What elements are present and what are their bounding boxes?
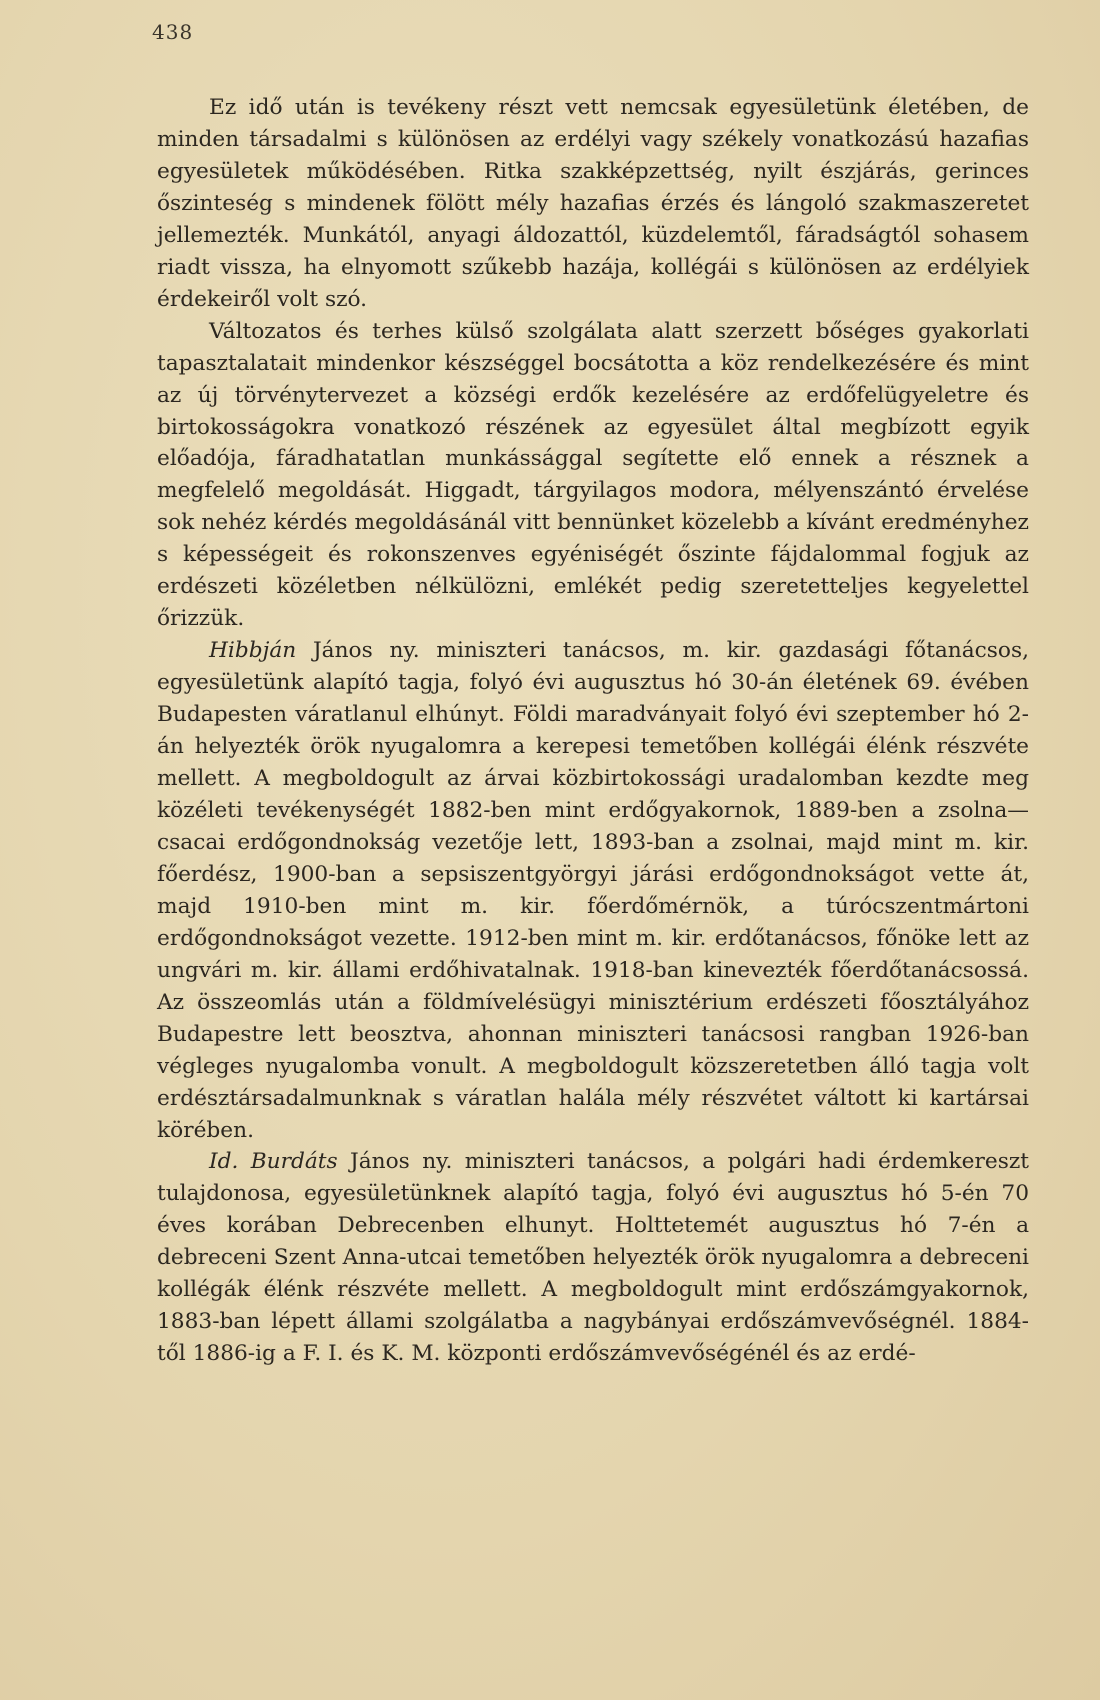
page-number: 438 <box>152 20 194 44</box>
person-name: Id. Burdáts <box>209 1149 338 1175</box>
paragraph-text: Változatos és terhes külső szolgálata alatt szerzett bőséges gyakorlati tapasztalatait mindenkor készséggel bocsátotta a köz rendelkezésére és mint az új törvénytervezet a községi erdők kezelésére az erdőfelügyeletre és birtokosságokra vonatkozó részének az egyesület által megbízott egyik előadója, fáradhatatlan munkássággal segítette elő ennek a résznek a megfelelő megoldását. Higgadt, tárgyilagos modora, mélyenszántó érvelése sok nehéz kérdés megoldásánál vitt bennünket közelebb a kívánt eredményhez s képességeit és rokonszenves egyéniségét őszinte fájdalommal fogjuk az erdészeti közéletben nélkülözni, emlékét pedig szeretetteljes kegyelettel őrizzük. <box>157 318 1029 632</box>
paragraph-text: János ny. miniszteri tanácsos, m. kir. gazdasági főtanácsos, egyesületünk alapító tagja, folyó évi augusztus hó 30-án életének 69. évében Budapesten váratlanul elhúnyt. Földi maradványait folyó évi szeptember hó 2-án helyezték örök nyugalomra a kerepesi temetőben kollégái élénk részvéte mellett. A megboldogult az árvai közbirtokossági uradalomban kezdte meg közéleti tevékenységét 1882-ben mint erdőgyakornok, 1889-ben a zsolna—csacai erdőgondnokság vezetője lett, 1893-ban a zsolnai, majd mint m. kir. főerdész, 1900-ban a sepsiszentgyörgyi járási erdőgondnokságot vette át, majd 1910-ben mint m. kir. főerdőmérnök, a túrócszentmártoni erdőgondnokságot vezette. 1912-ben mint m. kir. erdőtanácsos, főnöke lett az ungvári m. kir. állami erdőhivatalnak. 1918-ban kinevezték főerdőtanácsossá. Az összeomlás után a földmívelésügyi minisztérium erdészeti főosztályához Budapestre lett beosztva, ahonnan miniszteri tanácsosi rangban 1926-ban végleges nyugalomba vonult. A megboldogult közszeretetben álló tagja volt erdésztársadalmunknak s váratlan halála mély részvétet váltott ki kartársai körében. <box>157 638 1029 1143</box>
paragraph-1 <box>157 92 1029 316</box>
paragraph-text: János ny. miniszteri tanácsos, a polgári hadi érdemkereszt tulajdonosa, egyesületünknek alapító tagja, folyó évi augusztus hó 5-én 70 éves korában Debrecenben elhunyt. Holttetemét augusztus hó 7-én a debreceni Szent Anna-utcai temetőben helyezték örök nyugalomra a debreceni kollégák élénk részvéte mellett. A megboldogult mint erdőszámgyakornok, 1883-ban lépett állami szolgálatba a nagybányai erdőszámvevőségnél. 1884-től 1886-ig a F. I. és K. M. központi erdőszámvevőségénél és az erdé- <box>157 1149 1029 1367</box>
body-text <box>157 92 1029 1370</box>
paragraph-3 <box>157 635 1029 1146</box>
person-name: Hibbján <box>209 638 297 664</box>
paragraph-4 <box>157 1146 1029 1370</box>
paragraph-2 <box>157 316 1029 636</box>
paragraph-text: Ez idő után is tevékeny részt vett nemcsak egyesületünk életében, de minden társadalmi s különösen az erdélyi vagy székely vonatkozású hazafias egyesületek működésében. Ritka szakképzettség, nyilt észjárás, gerinces őszinteség s mindenek fölött mély hazafias érzés és lángoló szakmaszeretet jellemezték. Munkától, anyagi áldozattól, küzdelemtől, fáradságtól sohasem riadt vissza, ha elnyomott szűkebb hazája, kollégái s különösen az erdélyiek érdekeiről volt szó. <box>157 95 1029 312</box>
